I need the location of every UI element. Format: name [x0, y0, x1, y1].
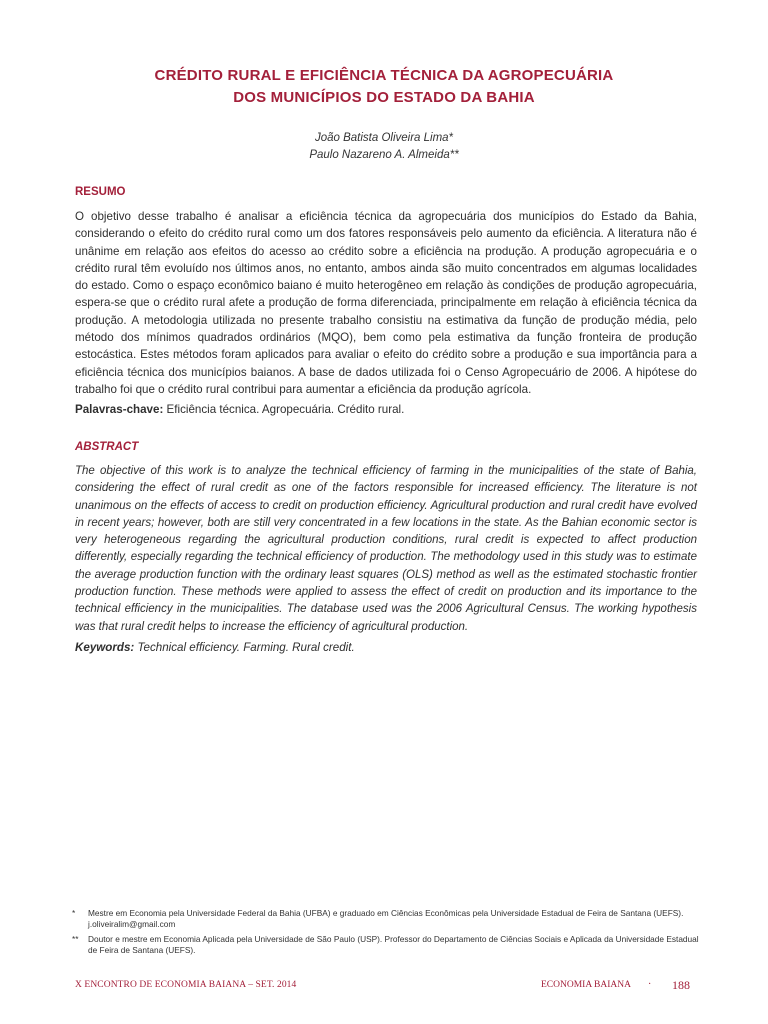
keywords — [75, 641, 697, 654]
page-footer — [0, 979, 768, 995]
paper-title-line-2: DOS MUNICÍPIOS DO ESTADO DA BAHIA — [233, 89, 535, 106]
palavras-chave-label: Palavras-chave: — [75, 403, 164, 416]
keywords-text: Technical efficiency. Farming. Rural credit. — [137, 641, 355, 654]
footnote-mark: * — [72, 908, 76, 918]
footer-event: X ENCONTRO DE ECONOMIA BAIANA – SET. 2014 — [75, 980, 297, 990]
keywords-label: Keywords: — [75, 641, 135, 654]
footer-separator: · — [648, 979, 652, 990]
page-number: 188 — [672, 978, 690, 992]
footnote-text: Doutor e mestre em Economia Aplicada pela Universidade de São Paulo (USP). Professor do Departamento de Ciências Sociais e Aplicada da Universidade Estadual de Feira de Santana (UEFS). — [88, 934, 699, 955]
author-1: João Batista Oliveira Lima* — [314, 132, 454, 144]
palavras-chave-text: Eficiência técnica. Agropecuária. Crédito rural. — [166, 403, 405, 416]
footnote-text: Mestre em Economia pela Universidade Federal da Bahia (UFBA) e graduado em Ciências Econômicas pela Universidade Estadual de Feira de Santana (UEFS). j.oliveiralim@gmail.com — [88, 908, 684, 929]
footnote-mark: ** — [72, 934, 79, 944]
footnote-2 — [72, 934, 700, 956]
footnotes — [72, 908, 700, 960]
author-2: Paulo Nazareno A. Almeida** — [309, 149, 459, 161]
abstract-body: The objective of this work is to analyze the technical efficiency of farming in the municipalities of the state of Bahia, considering the effect of rural credit as one of the factors responsible for increased efficiency. The literature is not unanimous on the effects of access to credit on production efficiency. Agricultural production and rural credit have evolved in recent years; however, both are still very concentrated in a few locations in the state. As the Bahian economic sector is very heterogeneous regarding the agricultural production conditions, rural credit is expected to affect production differently, especially regarding the technical efficiency of production. The methodology used in this study was to estimate the average production function with the ordinary least squares (OLS) method as well as the estimated stochastic frontier production function. These methods were applied to assess the effect of credit on production and its importance to the technical efficiency in the municipalities. The database used was the 2006 Agricultural Census. The working hypothesis was that rural credit helps to increase the efficiency of agricultural production. — [75, 465, 697, 633]
resumo-heading: RESUMO — [75, 186, 126, 198]
abstract-heading: ABSTRACT — [75, 441, 139, 453]
palavras-chave — [75, 403, 697, 416]
footnote-1 — [72, 908, 700, 930]
footer-journal: ECONOMIA BAIANA — [541, 980, 631, 990]
resumo-body: O objetivo desse trabalho é analisar a eficiência técnica da agropecuária dos municípios do Estado da Bahia, considerando o efeito do crédito rural como um dos fatores responsáveis pelo aumento da eficiência. A literatura não é unânime em relação aos efeitos do acesso ao crédito sobre a eficiência na produção. A produção agropecuária e o crédito rural têm evoluído nos últimos anos, no entanto, ambos ainda são muito concentrados em algumas localidades do estado. Como o espaço econômico baiano é muito heterogêneo em relação às condições de produção agropecuária, espera-se que o crédito rural afete a produção de forma diferenciada, principalmente em relação à eficiência técnica da produção. A metodologia utilizada no presente trabalho consistiu na estimativa da função de produção média, pelo método dos mínimos quadrados ordinários (MQO), bem como pela estimativa da função fronteira de produção estocástica. Estes métodos foram aplicados para avaliar o efeito do crédito sobre a produção e sua importância para a eficiência técnica dos municípios baianos. A base de dados utilizada foi o Censo Agropecuário de 2006. A hipótese do trabalho foi que o crédito rural contribui para aumentar a eficiência da produção agrícola. — [75, 210, 697, 396]
paper-title-line-1: CRÉDITO RURAL E EFICIÊNCIA TÉCNICA DA AGROPECUÁRIA — [154, 67, 614, 84]
